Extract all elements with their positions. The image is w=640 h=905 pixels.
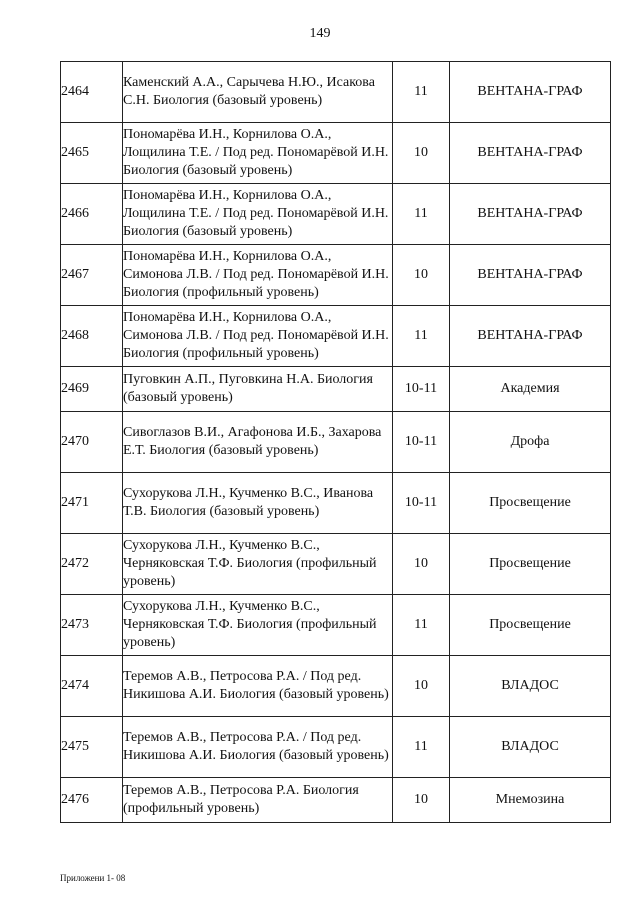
- table-row: [61, 656, 611, 717]
- grade: 11: [393, 62, 450, 123]
- row-number: 2473: [61, 595, 123, 656]
- publisher: Просвещение: [450, 534, 611, 595]
- table-row: [61, 306, 611, 367]
- table-row: [61, 62, 611, 123]
- publisher: ВЕНТАНА-ГРАФ: [450, 123, 611, 184]
- table-row: [61, 717, 611, 778]
- book-title: Пономарёва И.Н., Корнилова О.А., Лощилина Т.Е. / Под ред. Пономарёвой И.Н. Биология (базовый уровень): [123, 123, 393, 184]
- row-number: 2467: [61, 245, 123, 306]
- grade: 11: [393, 306, 450, 367]
- publisher: Просвещение: [450, 595, 611, 656]
- book-title: Теремов А.В., Петросова Р.А. / Под ред. Никишова А.И. Биология (базовый уровень): [123, 717, 393, 778]
- row-number: 2475: [61, 717, 123, 778]
- publisher: ВЛАДОС: [450, 717, 611, 778]
- book-title: Пуговкин А.П., Пуговкина Н.А. Биология (базовый уровень): [123, 367, 393, 412]
- book-title: Каменский А.А., Сарычева Н.Ю., Исакова С.Н. Биология (базовый уровень): [123, 62, 393, 123]
- book-title: Пономарёва И.Н., Корнилова О.А., Симонова Л.В. / Под ред. Пономарёвой И.Н. Биология (профильный уровень): [123, 306, 393, 367]
- book-title: Сивоглазов В.И., Агафонова И.Б., Захарова Е.Т. Биология (базовый уровень): [123, 412, 393, 473]
- publisher: Дрофа: [450, 412, 611, 473]
- page-number: 149: [309, 26, 331, 41]
- table-row: [61, 473, 611, 534]
- row-number: 2470: [61, 412, 123, 473]
- grade: 10: [393, 123, 450, 184]
- table-row: [61, 595, 611, 656]
- grade: 10: [393, 534, 450, 595]
- grade: 11: [393, 184, 450, 245]
- grade: 11: [393, 717, 450, 778]
- grade: 10: [393, 656, 450, 717]
- textbook-table: [60, 61, 611, 823]
- row-number: 2466: [61, 184, 123, 245]
- grade: 10-11: [393, 473, 450, 534]
- row-number: 2476: [61, 778, 123, 823]
- publisher: ВЕНТАНА-ГРАФ: [450, 245, 611, 306]
- grade: 10: [393, 245, 450, 306]
- publisher: ВЕНТАНА-ГРАФ: [450, 62, 611, 123]
- row-number: 2468: [61, 306, 123, 367]
- publisher: Мнемозина: [450, 778, 611, 823]
- table-row: [61, 367, 611, 412]
- row-number: 2465: [61, 123, 123, 184]
- table-row: [61, 123, 611, 184]
- book-title: Пономарёва И.Н., Корнилова О.А., Симонова Л.В. / Под ред. Пономарёвой И.Н. Биология (профильный уровень): [123, 245, 393, 306]
- publisher: ВЕНТАНА-ГРАФ: [450, 184, 611, 245]
- grade: 10: [393, 778, 450, 823]
- publisher: ВЛАДОС: [450, 656, 611, 717]
- grade: 10-11: [393, 367, 450, 412]
- row-number: 2472: [61, 534, 123, 595]
- row-number: 2474: [61, 656, 123, 717]
- book-title: Сухорукова Л.Н., Кучменко В.С., Иванова Т.В. Биология (базовый уровень): [123, 473, 393, 534]
- publisher: Академия: [450, 367, 611, 412]
- book-title: Теремов А.В., Петросова Р.А. Биология (профильный уровень): [123, 778, 393, 823]
- grade: 10-11: [393, 412, 450, 473]
- book-title: Сухорукова Л.Н., Кучменко В.С., Черняковская Т.Ф. Биология (профильный уровень): [123, 534, 393, 595]
- row-number: 2471: [61, 473, 123, 534]
- grade: 11: [393, 595, 450, 656]
- table-row: [61, 534, 611, 595]
- book-title: Сухорукова Л.Н., Кучменко В.С., Черняковская Т.Ф. Биология (профильный уровень): [123, 595, 393, 656]
- table-row: [61, 245, 611, 306]
- table-row: [61, 184, 611, 245]
- row-number: 2464: [61, 62, 123, 123]
- publisher: ВЕНТАНА-ГРАФ: [450, 306, 611, 367]
- book-title: Теремов А.В., Петросова Р.А. / Под ред. Никишова А.И. Биология (базовый уровень): [123, 656, 393, 717]
- table-row: [61, 778, 611, 823]
- footer-note: Приложени 1- 08: [60, 873, 126, 883]
- table-row: [61, 412, 611, 473]
- row-number: 2469: [61, 367, 123, 412]
- book-title: Пономарёва И.Н., Корнилова О.А., Лощилина Т.Е. / Под ред. Пономарёвой И.Н. Биология (базовый уровень): [123, 184, 393, 245]
- publisher: Просвещение: [450, 473, 611, 534]
